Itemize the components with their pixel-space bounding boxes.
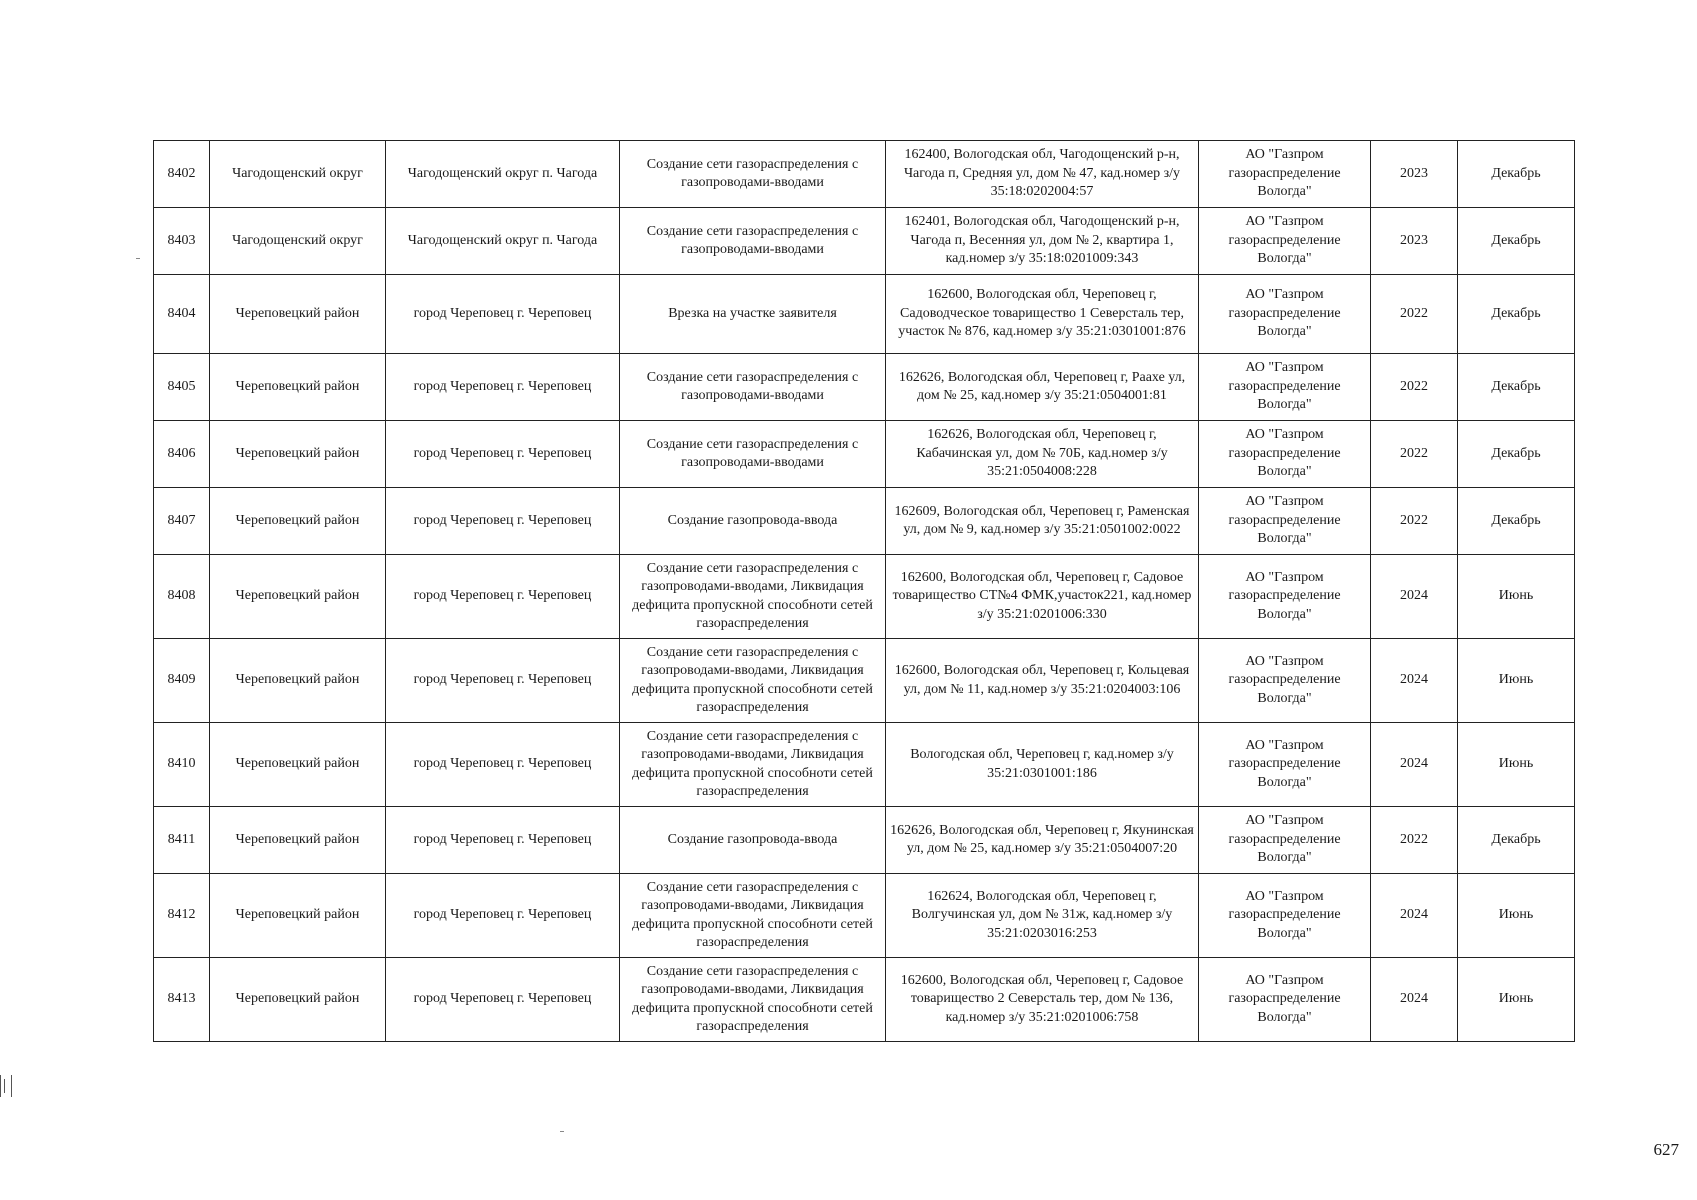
page-number: 627 <box>1653 1140 1679 1159</box>
year-cell: 2024 <box>1371 958 1458 1042</box>
month-cell: Декабрь <box>1458 421 1575 488</box>
month-cell: Декабрь <box>1458 208 1575 275</box>
address-cell: 162626, Вологодская обл, Череповец г, Кабачинская ул, дом № 70Б, кад.номер з/у 35:21:0504008:228 <box>886 421 1199 488</box>
district-cell: Череповецкий район <box>210 874 386 958</box>
year-cell: 2022 <box>1371 421 1458 488</box>
settlement-cell: город Череповец г. Череповец <box>386 354 620 421</box>
address-cell: 162600, Вологодская обл, Череповец г, Садоводческое товарищество 1 Северсталь тер, участок № 876, кад.номер з/у 35:21:0301001:876 <box>886 275 1199 354</box>
organization-cell: АО "Газпром газораспределение Вологда" <box>1199 807 1371 874</box>
district-cell: Череповецкий район <box>210 488 386 555</box>
year-cell: 2024 <box>1371 874 1458 958</box>
table-row <box>154 275 1575 354</box>
address-cell: 162626, Вологодская обл, Череповец г, Раахе ул, дом № 25, кад.номер з/у 35:21:0504001:81 <box>886 354 1199 421</box>
settlement-cell: Чагодощенский округ п. Чагода <box>386 141 620 208</box>
work-type-cell: Создание сети газораспределения с газопроводами-вводами, Ликвидация дефицита пропускной способноти сетей газораспределения <box>620 723 886 807</box>
scan-edge-mark <box>0 1075 12 1097</box>
district-cell: Череповецкий район <box>210 958 386 1042</box>
year-cell: 2022 <box>1371 354 1458 421</box>
settlement-cell: город Череповец г. Череповец <box>386 874 620 958</box>
settlement-cell: город Череповец г. Череповец <box>386 723 620 807</box>
table-row <box>154 488 1575 555</box>
organization-cell: АО "Газпром газораспределение Вологда" <box>1199 488 1371 555</box>
work-type-cell: Создание сети газораспределения с газопроводами-вводами, Ликвидация дефицита пропускной способноти сетей газораспределения <box>620 639 886 723</box>
row-number-cell: 8402 <box>154 141 210 208</box>
work-type-cell: Создание сети газораспределения с газопроводами-вводами, Ликвидация дефицита пропускной способноти сетей газораспределения <box>620 958 886 1042</box>
settlement-cell: город Череповец г. Череповец <box>386 958 620 1042</box>
work-type-cell: Создание сети газораспределения с газопроводами-вводами, Ликвидация дефицита пропускной способноти сетей газораспределения <box>620 874 886 958</box>
settlement-cell: город Череповец г. Череповец <box>386 555 620 639</box>
address-cell: 162600, Вологодская обл, Череповец г, Садовое товарищество 2 Северсталь тер, дом № 136, кад.номер з/у 35:21:0201006:758 <box>886 958 1199 1042</box>
district-cell: Череповецкий район <box>210 275 386 354</box>
district-cell: Череповецкий район <box>210 421 386 488</box>
district-cell: Череповецкий район <box>210 723 386 807</box>
settlement-cell: город Череповец г. Череповец <box>386 488 620 555</box>
scan-speck <box>560 1131 564 1132</box>
year-cell: 2022 <box>1371 275 1458 354</box>
settlement-cell: город Череповец г. Череповец <box>386 421 620 488</box>
organization-cell: АО "Газпром газораспределение Вологда" <box>1199 275 1371 354</box>
settlement-cell: город Череповец г. Череповец <box>386 275 620 354</box>
address-cell: 162401, Вологодская обл, Чагодощенский р-н, Чагода п, Весенняя ул, дом № 2, квартира 1, кад.номер з/у 35:18:0201009:343 <box>886 208 1199 275</box>
work-type-cell: Создание сети газораспределения с газопроводами-вводами <box>620 141 886 208</box>
address-cell: 162626, Вологодская обл, Череповец г, Якунинская ул, дом № 25, кад.номер з/у 35:21:0504007:20 <box>886 807 1199 874</box>
row-number-cell: 8404 <box>154 275 210 354</box>
table-row <box>154 958 1575 1042</box>
row-number-cell: 8405 <box>154 354 210 421</box>
table-row <box>154 354 1575 421</box>
work-type-cell: Создание сети газораспределения с газопроводами-вводами <box>620 354 886 421</box>
address-cell: 162609, Вологодская обл, Череповец г, Раменская ул, дом № 9, кад.номер з/у 35:21:0501002:0022 <box>886 488 1199 555</box>
organization-cell: АО "Газпром газораспределение Вологда" <box>1199 874 1371 958</box>
month-cell: Июнь <box>1458 555 1575 639</box>
work-type-cell: Создание сети газораспределения с газопроводами-вводами <box>620 208 886 275</box>
row-number-cell: 8407 <box>154 488 210 555</box>
address-cell: 162600, Вологодская обл, Череповец г, Садовое товарищество СТ№4 ФМК,участок221, кад.номер з/у 35:21:0201006:330 <box>886 555 1199 639</box>
row-number-cell: 8408 <box>154 555 210 639</box>
organization-cell: АО "Газпром газораспределение Вологда" <box>1199 555 1371 639</box>
month-cell: Июнь <box>1458 958 1575 1042</box>
work-type-cell: Создание сети газораспределения с газопроводами-вводами <box>620 421 886 488</box>
table-row <box>154 723 1575 807</box>
month-cell: Декабрь <box>1458 807 1575 874</box>
address-cell: 162600, Вологодская обл, Череповец г, Кольцевая ул, дом № 11, кад.номер з/у 35:21:0204003:106 <box>886 639 1199 723</box>
scan-speck <box>136 258 140 259</box>
row-number-cell: 8406 <box>154 421 210 488</box>
year-cell: 2024 <box>1371 723 1458 807</box>
organization-cell: АО "Газпром газораспределение Вологда" <box>1199 958 1371 1042</box>
year-cell: 2022 <box>1371 807 1458 874</box>
year-cell: 2024 <box>1371 639 1458 723</box>
work-type-cell: Создание сети газораспределения с газопроводами-вводами, Ликвидация дефицита пропускной способноти сетей газораспределения <box>620 555 886 639</box>
address-cell: 162400, Вологодская обл, Чагодощенский р-н, Чагода п, Средняя ул, дом № 47, кад.номер з/у 35:18:0202004:57 <box>886 141 1199 208</box>
organization-cell: АО "Газпром газораспределение Вологда" <box>1199 354 1371 421</box>
month-cell: Июнь <box>1458 723 1575 807</box>
organization-cell: АО "Газпром газораспределение Вологда" <box>1199 421 1371 488</box>
work-type-cell: Врезка на участке заявителя <box>620 275 886 354</box>
year-cell: 2023 <box>1371 208 1458 275</box>
table-row <box>154 141 1575 208</box>
gasification-table <box>153 140 1575 1042</box>
table-row <box>154 874 1575 958</box>
table-row <box>154 555 1575 639</box>
organization-cell: АО "Газпром газораспределение Вологда" <box>1199 639 1371 723</box>
work-type-cell: Создание газопровода-ввода <box>620 488 886 555</box>
row-number-cell: 8413 <box>154 958 210 1042</box>
settlement-cell: город Череповец г. Череповец <box>386 639 620 723</box>
table-row <box>154 639 1575 723</box>
month-cell: Декабрь <box>1458 275 1575 354</box>
row-number-cell: 8410 <box>154 723 210 807</box>
table-row <box>154 421 1575 488</box>
table-row <box>154 807 1575 874</box>
district-cell: Чагодощенский округ <box>210 141 386 208</box>
settlement-cell: Чагодощенский округ п. Чагода <box>386 208 620 275</box>
year-cell: 2022 <box>1371 488 1458 555</box>
row-number-cell: 8412 <box>154 874 210 958</box>
year-cell: 2023 <box>1371 141 1458 208</box>
table-row <box>154 208 1575 275</box>
year-cell: 2024 <box>1371 555 1458 639</box>
month-cell: Июнь <box>1458 639 1575 723</box>
month-cell: Декабрь <box>1458 141 1575 208</box>
address-cell: Вологодская обл, Череповец г, кад.номер з/у 35:21:0301001:186 <box>886 723 1199 807</box>
district-cell: Череповецкий район <box>210 639 386 723</box>
row-number-cell: 8403 <box>154 208 210 275</box>
district-cell: Череповецкий район <box>210 354 386 421</box>
district-cell: Чагодощенский округ <box>210 208 386 275</box>
address-cell: 162624, Вологодская обл, Череповец г, Волгучинская ул, дом № 31ж, кад.номер з/у 35:21:0203016:253 <box>886 874 1199 958</box>
row-number-cell: 8409 <box>154 639 210 723</box>
organization-cell: АО "Газпром газораспределение Вологда" <box>1199 723 1371 807</box>
month-cell: Декабрь <box>1458 354 1575 421</box>
month-cell: Июнь <box>1458 874 1575 958</box>
settlement-cell: город Череповец г. Череповец <box>386 807 620 874</box>
district-cell: Череповецкий район <box>210 555 386 639</box>
row-number-cell: 8411 <box>154 807 210 874</box>
organization-cell: АО "Газпром газораспределение Вологда" <box>1199 208 1371 275</box>
organization-cell: АО "Газпром газораспределение Вологда" <box>1199 141 1371 208</box>
month-cell: Декабрь <box>1458 488 1575 555</box>
district-cell: Череповецкий район <box>210 807 386 874</box>
work-type-cell: Создание газопровода-ввода <box>620 807 886 874</box>
